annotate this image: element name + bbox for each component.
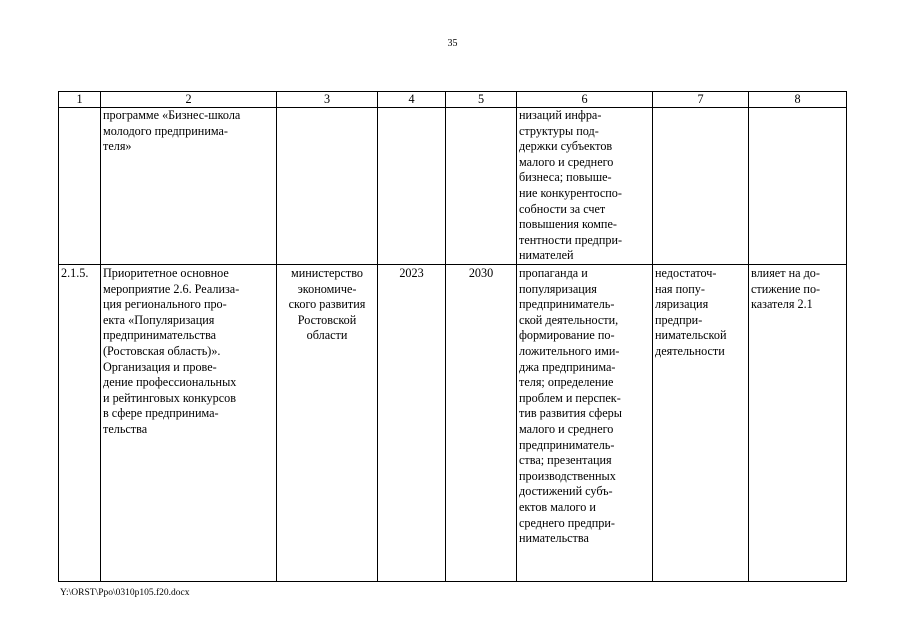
cell-text-line: малого и среднего — [519, 154, 614, 169]
cell-text-line: области — [306, 328, 348, 343]
cell-text-line: предприниматель- — [519, 437, 615, 452]
footer-file-path: Y:\ORST\Ppo\0310p105.f20.docx — [60, 588, 190, 598]
cell-text-line: министерство — [290, 266, 364, 280]
cell-text-line: держки субъектов — [519, 139, 613, 154]
cell-text-line: предпри- — [655, 312, 703, 327]
cell-text-line: екта «Популяризация — [103, 312, 215, 327]
cell-end-year — [446, 108, 517, 265]
cell-text-line: бизнеса; повыше- — [519, 170, 612, 185]
column-header: 1 — [59, 92, 101, 108]
cell-text-line: в сфере предпринима- — [103, 406, 219, 421]
cell-consequences — [653, 265, 749, 582]
cell-text-line: 2030 — [468, 266, 494, 280]
column-header: 7 — [653, 92, 749, 108]
cell-text-line: 2.1.5. — [61, 266, 89, 280]
cell-text-line: ектов малого и — [519, 499, 596, 514]
cell-number — [59, 108, 101, 265]
cell-text-line: производственных — [519, 468, 616, 483]
cell-text-line: собности за счет — [519, 201, 606, 216]
column-header: 3 — [277, 92, 378, 108]
cell-text-line: малого и среднего — [519, 421, 614, 436]
cell-text-line: проблем и перспек- — [519, 390, 621, 405]
cell-content — [279, 266, 375, 344]
cell-text-line: ция регионального про- — [103, 297, 227, 312]
cell-text-line: Ростовской — [297, 312, 357, 327]
cell-text-line: ства; презентация — [519, 453, 612, 468]
column-header: 5 — [446, 92, 517, 108]
cell-text-line: пропаганда и — [519, 266, 588, 280]
cell-text-line: и рейтинговых конкурсов — [103, 390, 236, 405]
cell-content — [655, 266, 746, 360]
cell-text-line: теля» — [103, 139, 132, 154]
page-number: 35 — [447, 38, 458, 49]
cell-text-line: тельства — [103, 421, 148, 436]
cell-text-line: мероприятие 2.6. Реализа- — [103, 281, 240, 296]
cell-text-line: теля; определение — [519, 375, 614, 390]
cell-start-year — [378, 265, 446, 582]
cell-indicator-link — [749, 265, 847, 582]
cell-content — [103, 266, 274, 438]
cell-indicator-link — [749, 108, 847, 265]
cell-start-year — [378, 108, 446, 265]
table-row — [59, 108, 847, 265]
cell-content — [751, 266, 844, 313]
cell-text-line: среднего предпри- — [519, 515, 615, 530]
cell-text-line: достижений субъ- — [519, 484, 613, 499]
cell-text-line: тив развития сферы — [519, 406, 622, 421]
cell-text-line: деятельности — [655, 343, 725, 358]
cell-content — [519, 266, 650, 547]
cell-text-line: ского развития — [288, 297, 366, 312]
cell-activity — [101, 265, 277, 582]
cell-content — [61, 266, 98, 282]
cell-expected-result — [517, 108, 653, 265]
cell-text-line: программе «Бизнес-школа — [103, 108, 241, 122]
cell-text-line: структуры под- — [519, 123, 599, 138]
cell-text-line: предпринимательства — [103, 328, 217, 343]
cell-text-line: влияет на до- — [751, 266, 820, 280]
cell-text-line: ние конкурентоспо- — [519, 185, 622, 200]
table-header-row — [59, 92, 847, 108]
column-header: 4 — [378, 92, 446, 108]
cell-end-year — [446, 265, 517, 582]
cell-expected-result — [517, 265, 653, 582]
table-row — [59, 265, 847, 582]
cell-text-line: экономиче- — [297, 281, 357, 296]
cell-text-line: стижение по- — [751, 281, 821, 296]
cell-content — [380, 266, 443, 282]
cell-text-line: предприниматель- — [519, 297, 615, 312]
cell-text-line: ная попу- — [655, 281, 705, 296]
cell-executor — [277, 265, 378, 582]
cell-text-line: Приоритетное основное — [103, 266, 229, 280]
cell-text-line: нимателей — [519, 248, 574, 263]
cell-text-line: популяризация — [519, 281, 597, 296]
cell-consequences — [653, 108, 749, 265]
cell-number — [59, 265, 101, 582]
cell-text-line: 2023 — [399, 266, 424, 280]
cell-text-line: формирование по- — [519, 328, 615, 343]
cell-content — [448, 266, 514, 282]
cell-text-line: нимательства — [519, 531, 589, 546]
cell-text-line: низаций инфра- — [519, 108, 602, 122]
cell-text-line: нимательской — [655, 328, 727, 343]
cell-text-line: ской деятельности, — [519, 312, 619, 327]
cell-text-line: тентности предпри- — [519, 232, 623, 247]
cell-content — [519, 108, 650, 264]
cell-executor — [277, 108, 378, 265]
cell-text-line: молодого предпринима- — [103, 123, 228, 138]
cell-content — [103, 108, 274, 155]
column-header: 2 — [101, 92, 277, 108]
column-header: 6 — [517, 92, 653, 108]
cell-text-line: джа предпринима- — [519, 359, 616, 374]
cell-text-line: ложительного ими- — [519, 343, 620, 358]
cell-text-line: повышения компе- — [519, 217, 617, 232]
cell-activity — [101, 108, 277, 265]
cell-text-line: недостаточ- — [655, 266, 717, 280]
cell-text-line: ляризация — [655, 297, 709, 312]
cell-text-line: Организация и прове- — [103, 359, 217, 374]
column-header: 8 — [749, 92, 847, 108]
cell-text-line: дение профессиональных — [103, 375, 237, 390]
cell-text-line: (Ростовская область)». — [103, 343, 221, 358]
cell-text-line: казателя 2.1 — [751, 297, 813, 312]
measures-table — [58, 91, 847, 582]
